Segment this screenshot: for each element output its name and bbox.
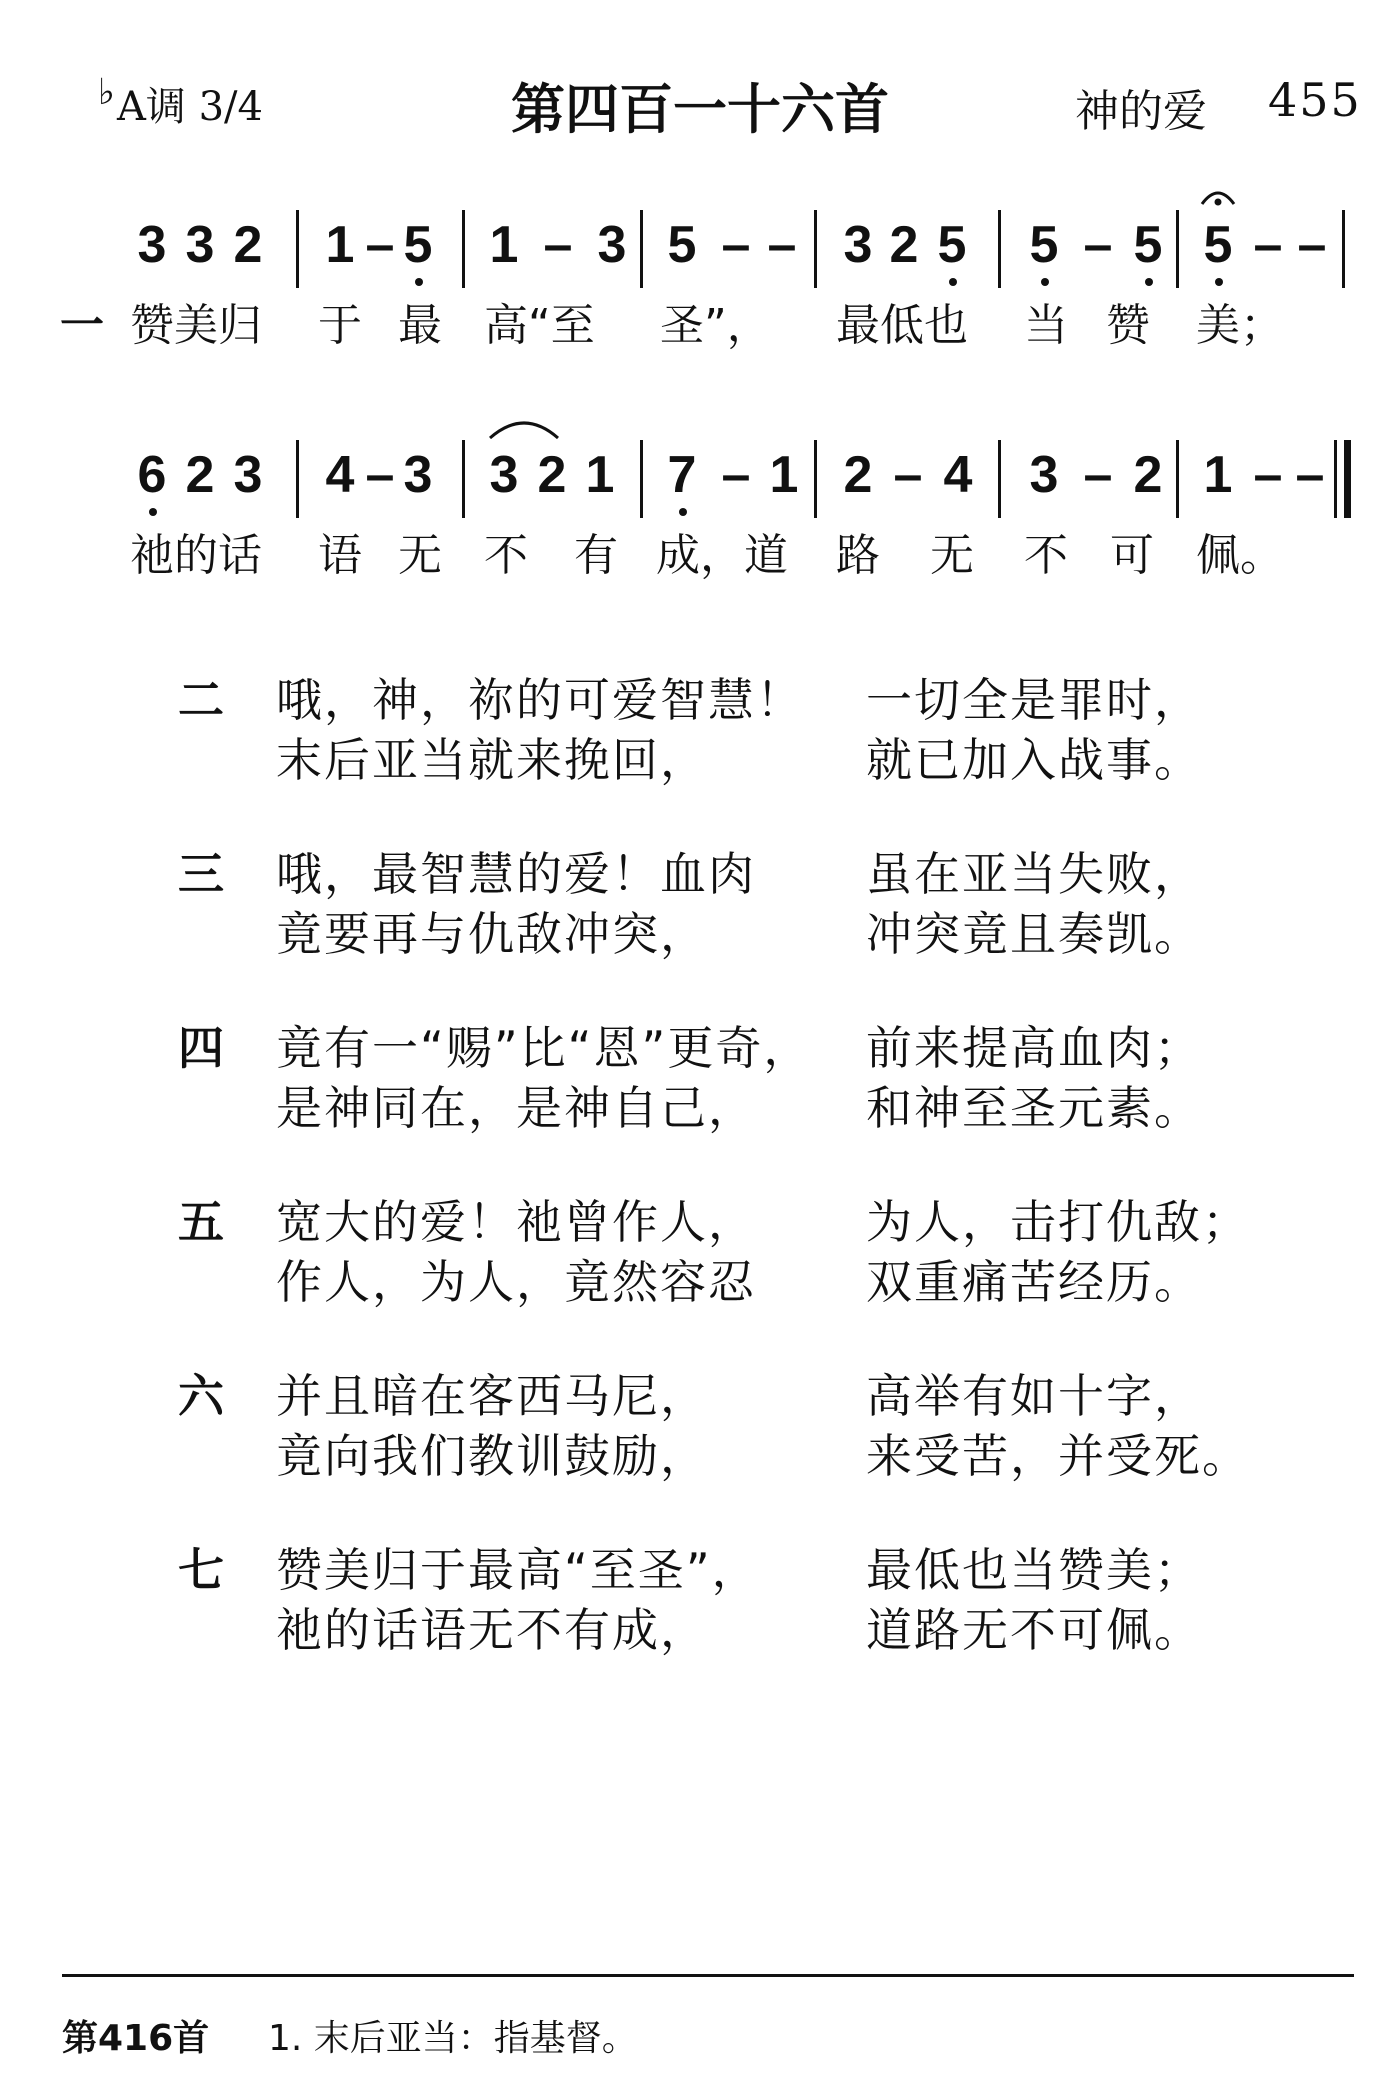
note: – (365, 446, 395, 504)
note: – (1083, 216, 1113, 274)
verse-line: 来受苦，并受死。 (866, 1429, 1250, 1483)
lyric: 佩。 (1196, 530, 1284, 581)
verse-line: 冲突竟且奏凯。 (866, 907, 1202, 961)
fermata-icon (1198, 180, 1238, 210)
note: – (1253, 216, 1283, 274)
note: – (365, 216, 395, 274)
footnote-label: 第416首 (62, 2018, 210, 2059)
note: 1 (1203, 446, 1233, 504)
lyric: 可 (1110, 530, 1154, 581)
verse-line: 前来提高血肉； (866, 1021, 1202, 1075)
note: 2 (537, 446, 567, 504)
bar-line (1342, 210, 1345, 288)
bar-line (296, 440, 299, 518)
note: 5 (400, 210, 436, 280)
verse-line: 作人，为人，竟然容忍 (276, 1255, 756, 1309)
bar-line (296, 210, 299, 288)
note: 3 (403, 446, 433, 504)
lyric: 成，道 (656, 530, 788, 581)
verse-6 (0, 1366, 1400, 1496)
note: 3 (185, 216, 215, 274)
lyric: 有 (574, 530, 618, 581)
lyric: 当 (1024, 300, 1068, 351)
bar-line (1176, 210, 1179, 288)
lyric: 路 (836, 530, 880, 581)
note: 3 (137, 216, 167, 274)
note: 1 (489, 216, 519, 274)
note: 2 (889, 216, 919, 274)
verse-line: 竟有一“赐”比“恩”更奇， (276, 1021, 812, 1075)
note: 7 (664, 440, 700, 510)
note: 5 (934, 210, 970, 280)
verse-line: 一切全是罪时， (866, 673, 1202, 727)
bar-line (640, 210, 643, 288)
verse-line: 祂的话语无不有成， (276, 1603, 708, 1657)
verse-number: 四 (178, 1021, 224, 1075)
verse-2 (0, 670, 1400, 800)
note: 2 (1133, 446, 1163, 504)
lyric: 不 (484, 530, 528, 581)
note: – (893, 446, 923, 504)
verse-7 (0, 1540, 1400, 1670)
verse-line: 为人，击打仇敌； (866, 1195, 1250, 1249)
note: 3 (233, 446, 263, 504)
verse-marker: 一 (60, 300, 104, 351)
verse-number: 二 (178, 673, 224, 727)
note: 3 (843, 216, 873, 274)
slur-icon (486, 414, 562, 442)
verse-line: 哦，最智慧的爱！血肉 (276, 847, 756, 901)
lyric: 赞美归 (130, 300, 262, 351)
lyric: 无 (398, 530, 442, 581)
verse-line: 哦，神，祢的可爱智慧！ (276, 673, 804, 727)
lyric: 圣”， (660, 300, 771, 351)
lyric: 于 (318, 300, 362, 351)
lyric: 最低也 (836, 300, 968, 351)
note: 2 (843, 446, 873, 504)
note-fermata: 5 (1200, 210, 1236, 280)
verse-line: 最低也当赞美； (866, 1543, 1202, 1597)
final-bar-line-thick (1344, 440, 1351, 518)
notation-row-2 (0, 440, 1400, 510)
key-text: A调 3/4 (116, 84, 263, 130)
verse-line: 高举有如十字， (866, 1369, 1202, 1423)
note: – (1295, 446, 1325, 504)
bar-line (462, 440, 465, 518)
verse-line: 竟向我们教训鼓励， (276, 1429, 708, 1483)
lyric: 不 (1024, 530, 1068, 581)
hymn-category: 神的爱 (1075, 86, 1207, 137)
verse-line: 赞美归于最高“至圣”， (276, 1543, 760, 1597)
lyric: 祂的话 (130, 530, 262, 581)
note: – (1083, 446, 1113, 504)
note: 2 (185, 446, 215, 504)
footnote-divider (62, 1974, 1354, 1977)
page-number: 455 (1268, 73, 1362, 127)
note: 2 (233, 216, 263, 274)
bar-line (814, 210, 817, 288)
notation-row-1 (0, 210, 1400, 280)
verse-number: 七 (178, 1543, 224, 1597)
footnote-text: 1. 末后亚当：指基督。 (268, 2018, 638, 2059)
note: 3 (597, 216, 627, 274)
bar-line (998, 440, 1001, 518)
verse-line: 和神至圣元素。 (866, 1081, 1202, 1135)
verse-5 (0, 1192, 1400, 1322)
note: 1 (585, 446, 615, 504)
verse-number: 五 (178, 1195, 224, 1249)
note: – (543, 216, 573, 274)
lyric: 赞 (1106, 300, 1150, 351)
page-header (0, 55, 1400, 145)
lyric: 无 (930, 530, 974, 581)
verse-line: 就已加入战事。 (866, 733, 1202, 787)
note: – (767, 216, 797, 274)
note: 4 (943, 446, 973, 504)
note: – (1253, 446, 1283, 504)
note: 3 (489, 446, 519, 504)
bar-line (462, 210, 465, 288)
note: – (1297, 216, 1327, 274)
verse-line: 并且暗在客西马尼， (276, 1369, 708, 1423)
verse-4 (0, 1018, 1400, 1148)
verse-line: 是神同在，是神自己， (276, 1081, 756, 1135)
note: – (721, 216, 751, 274)
verse-line: 竟要再与仇敌冲突， (276, 907, 708, 961)
note: 5 (1026, 210, 1062, 280)
lyric: 最 (398, 300, 442, 351)
note: 5 (1130, 210, 1166, 280)
note: 1 (325, 216, 355, 274)
verse-line: 宽大的爱！祂曾作人， (276, 1195, 756, 1249)
final-bar-line-thin (1334, 440, 1337, 518)
note: 5 (667, 216, 697, 274)
verse-3 (0, 844, 1400, 974)
note: 6 (134, 440, 170, 510)
bar-line (998, 210, 1001, 288)
verse-line: 道路无不可佩。 (866, 1603, 1202, 1657)
bar-line (814, 440, 817, 518)
lyric: 语 (318, 530, 362, 581)
note: 1 (769, 446, 799, 504)
flat-icon: ♭ (98, 72, 115, 113)
lyric: 高“至 (484, 300, 595, 351)
verse-line: 双重痛苦经历。 (866, 1255, 1202, 1309)
verse-line: 虽在亚当失败， (866, 847, 1202, 901)
lyrics-row-2 (0, 526, 1400, 586)
lyric: 美； (1196, 300, 1284, 351)
note: – (721, 446, 751, 504)
note: 4 (325, 446, 355, 504)
note: 3 (1029, 446, 1059, 504)
lyrics-row-1 (0, 296, 1400, 356)
hymn-title: 第四百一十六首 (511, 78, 889, 141)
verse-number: 六 (178, 1369, 224, 1423)
bar-line (1176, 440, 1179, 518)
bar-line (640, 440, 643, 518)
verse-number: 三 (178, 847, 224, 901)
verse-line: 末后亚当就来挽回， (276, 733, 708, 787)
